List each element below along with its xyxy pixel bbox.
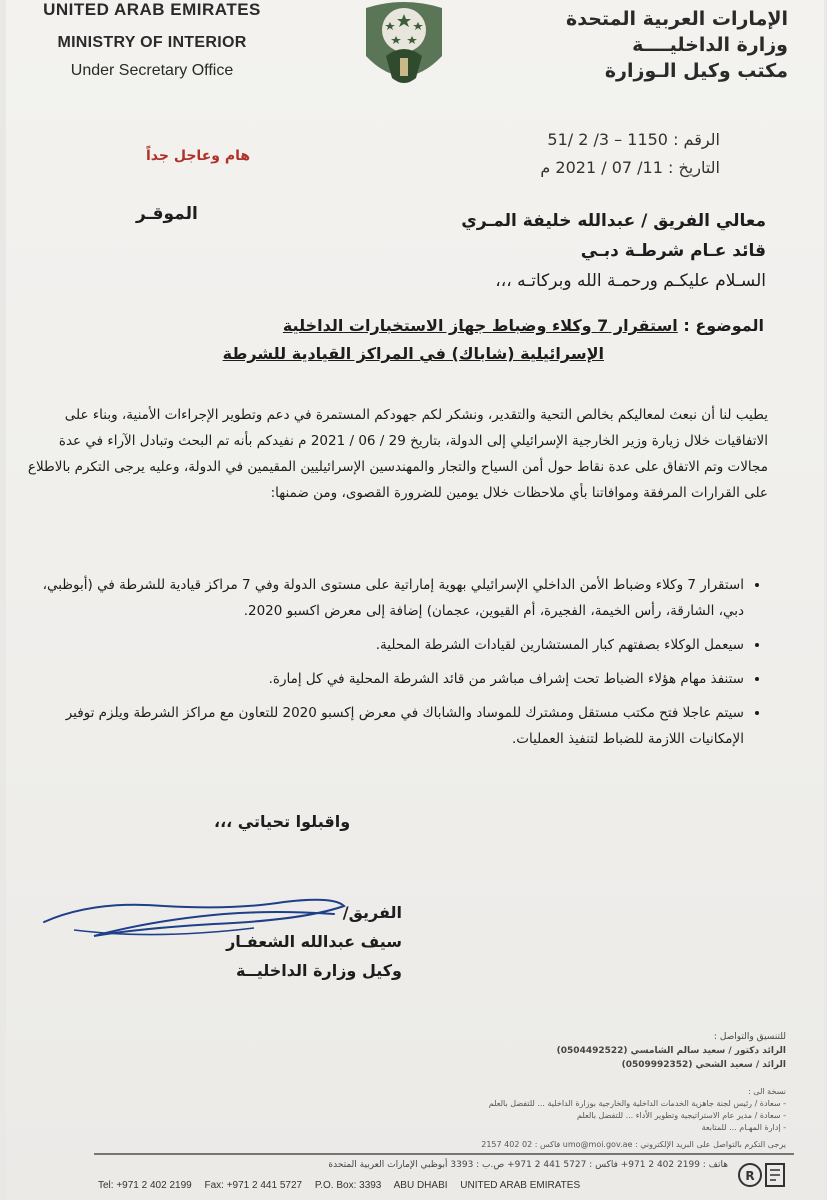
signatory-title: وكيل وزارة الداخليــة <box>236 961 402 980</box>
reference-date: التاريخ : 11/ 07 / 2021 م <box>540 158 720 177</box>
signatory-rank: الفريق/ <box>342 903 402 922</box>
respected-label: الموقـر <box>136 204 198 224</box>
body-text <box>26 402 768 506</box>
footer-divider <box>94 1153 794 1155</box>
footer-country: UNITED ARAB EMIRATES <box>460 1180 581 1191</box>
list-item: • ستنفذ مهام هؤلاء الضباط تحت إشراف مباشر من قائد الشرطة المحلية في كل إمارة. <box>26 666 744 692</box>
copies-heading: نسخة الى : <box>748 1087 786 1096</box>
contact-heading: للتنسيق والتواصل : <box>713 1032 786 1042</box>
addressee-title: قائد عـام شرطـة دبـي <box>580 241 766 261</box>
copy-item: - سعادة / رئيس لجنة جاهزية الخدمات الداخلية والخارجية بوزارة الداخلية ... للتفضل بالعلم <box>488 1099 786 1108</box>
subject-block <box>24 312 764 368</box>
footer-city: ABU DHABI <box>393 1180 448 1191</box>
addressee-name: معالي الفريق / عبدالله خليفة المـري <box>461 211 766 231</box>
closing-line: واقبلوا تحياتي ،،، <box>214 812 351 831</box>
signatory-name: سيف عبدالله الشعفـار <box>226 932 402 951</box>
ministry-name-en: MINISTRY OF INTERIOR <box>57 34 247 51</box>
subject-line-2: الإسرائيلية (شاباك) في المراكز القيادية للشرطة <box>222 344 604 363</box>
footer-pobox: P.O. Box: 3393 <box>314 1180 382 1191</box>
contact-person-2: الرائد / سعيد الشحي (0509992352) <box>621 1060 786 1070</box>
reference-block <box>540 126 720 182</box>
footer-arabic: هاتف : 2199 402 2 971+ فاكس : 5727 441 2 971+ ص.ب : 3393 أبوظبي الإمارات العربية المتحدة <box>328 1160 728 1170</box>
letter-page <box>6 0 824 1200</box>
body-paragraph: يطيب لنا أن نبعث لمعاليكم بخالص التحية والتقدير، ونشكر لكم جهودكم المستمرة في دعم وتطوير الإجراءات الأمنية، وبناء على الاتفاقيات خلال زيارة وزير الخارجية الإسرائيلي إلى الدولة، بتاريخ 29 / 06 / 2021 م نفيدكم بأنه تم البحث وتبادل الآراء في عدة مجالات وتم الاتفاق على عدة نقاط حول أمن السياح والتجار والمهندسين الإسرائيليين المقيمين في الدولة، وعليه يرجى التكرم بالاطلاع على القرارات المرفقة وموافاتنا بأي ملاحظات خلال يومين للضرورة القصوى، ومن ضمنها: <box>27 407 768 501</box>
header-arabic <box>548 6 788 84</box>
greeting: السـلام عليكـم ورحمـة الله وبركاتـه ،،، <box>495 271 766 291</box>
footer-tel: Tel: +971 2 402 2199 <box>98 1180 192 1191</box>
subject-label: الموضوع : <box>683 316 764 335</box>
contact-person-1: الرائد دكتور / سعيد سالم الشامسي (0504492522) <box>556 1046 786 1056</box>
office-name-ar: مكتب وكيل الـوزارة <box>604 60 788 82</box>
urgent-label: هام وعاجل جداً <box>146 148 251 164</box>
signature-block <box>222 898 402 985</box>
office-name-en: Under Secretary Office <box>70 62 234 79</box>
footer-fax: Fax: +971 2 441 5727 <box>204 1180 303 1191</box>
certification-logo-icon <box>738 1158 788 1192</box>
list-item: • سيعمل الوكلاء بصفتهم كبار المستشارين لقيادات الشرطة المحلية. <box>26 632 744 658</box>
list-item: • سيتم عاجلا فتح مكتب مستقل ومشترك للموساد والشاباك في معرض إكسبو 2020 للتعاون مع مراكز الشرطة ويلزم توفير الإمكانيات اللازمة للضباط لتنفيذ العمليات. <box>26 700 744 752</box>
copy-item: - إدارة المهـام ... للمتابعة <box>701 1123 786 1132</box>
header-english <box>22 0 282 80</box>
emblem-icon <box>356 0 452 100</box>
copy-item: - سعادة / مدير عام الاستراتيجية وتطوير الأداء ... للتفضل بالعلم <box>577 1111 786 1120</box>
ministry-name-ar: وزارة الداخليــــة <box>632 34 788 56</box>
svg-text:R: R <box>745 1169 755 1183</box>
country-name-ar: الإمارات العربية المتحدة <box>566 8 788 30</box>
subject-line-1: استقرار 7 وكلاء وضباط جهاز الاستخبارات الداخلية <box>282 316 678 335</box>
bullet-list <box>26 572 768 760</box>
copies-block <box>356 1086 786 1134</box>
contact-block <box>486 1030 786 1072</box>
addressee-block <box>146 206 766 296</box>
footnote: يرجى التكرم بالتواصل على البريد الإلكتروني : umo@moi.gov.ae فاكس : 02 402 2157 <box>481 1140 786 1149</box>
country-name-en: UNITED ARAB EMIRATES <box>43 0 261 19</box>
reference-number: الرقم : 1150 – 3/ 2 /51 <box>547 130 720 149</box>
list-item: • استقرار 7 وكلاء وضباط الأمن الداخلي الإسرائيلي بهوية إماراتية على مستوى الدولة وفي 7 مراكز قيادية للشرطة في (أبوظبي، دبي، الشارقة، رأس الخيمة، الفجيرة، أم القيوين، عجمان) إضافة إلى معرض اكسبو 2020. <box>26 572 744 624</box>
footer-english <box>98 1180 728 1191</box>
